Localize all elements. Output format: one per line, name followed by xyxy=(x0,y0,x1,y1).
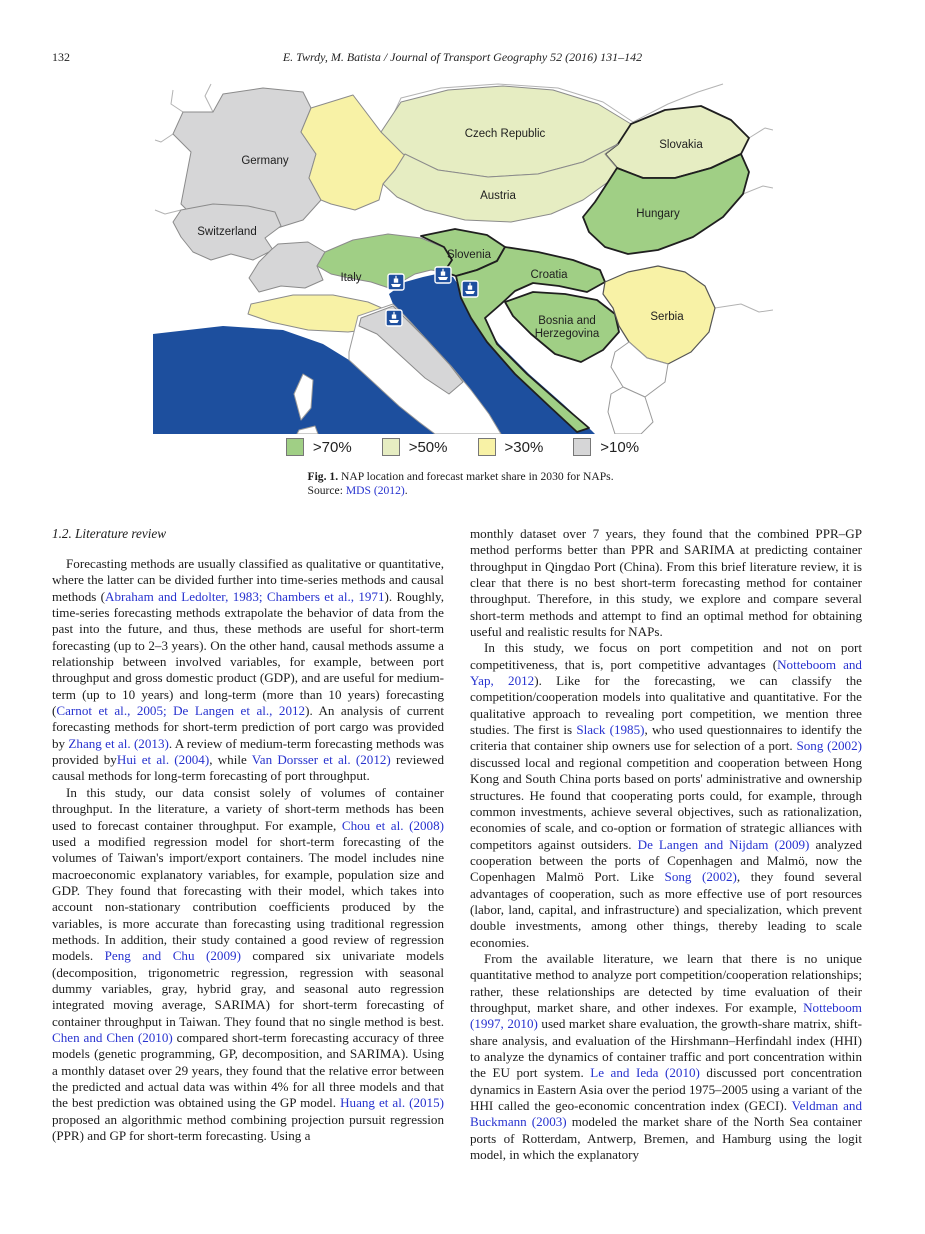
caption-text: NAP location and forecast market share in 2030 for NAPs. xyxy=(338,470,614,483)
citation-link[interactable]: Hui et al. (2004) xyxy=(116,752,210,768)
port-icon-trieste xyxy=(435,267,451,283)
label-bosnia-line1: Bosnia and xyxy=(537,315,596,327)
figure-1 xyxy=(0,82,925,498)
text-run: ). Roughly, time-series forecasting methods extrapolate the behavior of data from the past into the future, and thus, these methods are useful for short-term forecasting (up to 2–3 years). On the other hand, causal methods assume a relationship between involved variables, for example, between port throughput and gross domestic product (GDP), and are useful for medium-term (up to 10 years) and long-term (more than 10 years) forecasting ( xyxy=(52,588,444,719)
caption-source-suffix: . xyxy=(404,484,408,498)
citation-link[interactable]: Veldman and Buckmann (2003) xyxy=(470,1098,862,1130)
citation-link[interactable]: Abraham and Ledolter, 1983; Chambers et al., 1971 xyxy=(105,588,385,604)
legend-swatch-gray xyxy=(573,438,591,456)
text-run: , while xyxy=(209,752,252,768)
text-run: , who used questionnaires to identify the criteria that container ship owners use for selection of a port. xyxy=(470,722,862,754)
label-slovakia: Slovakia xyxy=(658,139,703,151)
citation-link[interactable]: Van Dorsser et al. (2012) xyxy=(251,752,391,768)
text-run: From the available literature, we learn that there is no unique quantitative method to analyze port competition/cooperation relationships; rather, these relationships are detected by time evaluation of their throughput, market share, and other indexes. For example, xyxy=(470,950,862,1015)
text-run: discussed local and regional competition and cooperation between Hong Kong and South China ports based on ports' administrative and ownership structures. He found that cooperating ports could, for example, through common investments, achieve several objectives, such as rationalization, economies of scale, and co-option or formation of strategic alliances with competitors against outsiders. xyxy=(470,754,862,852)
text-run: analyzed cooperation between the ports of Copenhagen and Malmö, now the Copenhagen Malmö Port. Like xyxy=(470,836,862,885)
text-run: monthly dataset over 7 years, they found that the combined PPR–GP method performs better than PPR and SARIMA at predicting container throughput in Qingdao Port (China). From this brief literature review, it is clear that there is no best short-term forecasting method for container throughput. Therefore, in this study, we explore and compare several short-term methods and attempt to find an optimal method for obtaining useful and realistic results for NAPs. xyxy=(470,526,862,640)
legend-label: >30% xyxy=(504,438,544,456)
citation-link[interactable]: Notteboom and Yap, 2012 xyxy=(470,656,862,689)
citation-link[interactable]: Huang et al. (2015) xyxy=(340,1095,444,1111)
citation-link[interactable]: De Langen and Nijdam (2009) xyxy=(637,836,810,852)
citation-link[interactable]: Peng and Chu (2009) xyxy=(104,948,241,964)
text-run: ). Like for the forecasting, we can classify the competition/cooperation models into qualitative and quantitative. For the qualitative approach to revealing port competition, we mention three studies. The first is xyxy=(470,673,862,738)
citation-link[interactable]: Slack (1985) xyxy=(576,722,645,738)
legend-item-50 xyxy=(382,438,448,456)
text-run: . A review of medium-term forecasting methods was provided by xyxy=(52,735,444,768)
left-column-text xyxy=(52,556,444,1144)
text-run: compared short-term forecasting accuracy of three models (genetic programming, GP, decomposition, and SARIMA). Using a monthly dataset over 29 years, they found that the relative error between the predicted and actual data was within 4% for all three models and that the best prediction was obtained using the GP model. xyxy=(52,1029,444,1111)
label-hungary: Hungary xyxy=(635,208,680,220)
map-legend xyxy=(0,438,925,456)
legend-swatch-palegreen xyxy=(382,438,400,456)
label-italy: Italy xyxy=(339,272,362,284)
text-run: , they found several advantages of cooperation, such as more effective use of port resources (labor, land, capital, and infrastructure) and specialization, which prevent double investments, among other things, thereby leading to scale economies. xyxy=(470,869,862,950)
text-run: Forecasting methods are usually classified as qualitative or quantitative, where the latter can be divided further into time-series methods and causal methods ( xyxy=(52,556,444,604)
citation-link[interactable]: Chen and Chen (2010) xyxy=(52,1029,173,1045)
paragraph xyxy=(470,951,862,1163)
label-croatia: Croatia xyxy=(529,269,568,281)
text-run: compared six univariate models (decomposition, trigonometric regression, regression with seasonal dummy variables, gray, hybrid gray, and seasonal auto regression integrated moving average, SARIMA) for short-term forecasting of container throughput in Taiwan. They found that no single method is best. xyxy=(52,948,445,1029)
text-run: In this study, our data consist solely of volumes of container throughput. In the literature, a variety of short-term methods has been used to forecast container throughput. For example, xyxy=(52,784,444,833)
label-czech-republic: Czech Republic xyxy=(464,128,545,140)
legend-label: >70% xyxy=(312,438,352,456)
citation-link[interactable]: Zhang et al. (2013) xyxy=(68,735,169,751)
legend-item-70 xyxy=(286,438,352,456)
running-head xyxy=(0,50,925,66)
port-icon-ravenna xyxy=(386,310,402,326)
citation-link[interactable]: Chou et al. (2008) xyxy=(341,817,444,833)
article-body xyxy=(52,526,862,1163)
map-figure xyxy=(153,82,773,434)
text-run: ). An analysis of current forecasting methods for short-term prediction of port cargo was provided by xyxy=(52,703,444,751)
citation-link[interactable]: Song (2002) xyxy=(664,869,737,885)
paragraph xyxy=(470,640,862,951)
legend-label: >50% xyxy=(408,438,448,456)
paragraph xyxy=(52,556,444,785)
legend-item-30 xyxy=(478,438,544,456)
text-run: used a modified regression model for short-term forecasting of the volumes of Taiwan's import/export containers. The model includes nine macroeconomic explanatory variables, for example, population size and GDP. They found that forecasting with their model, which takes into account non-stationary contribution coefficients produced by the variables, is more accurate than forecasting using traditional regression methods. In addition, their study contained a good review of regression models. xyxy=(52,833,444,964)
text-run: discussed port concentration dynamics in Eastern Asia over the period 1975–2005 using a variant of the HHI called the geo-economic concentration index (GECI). xyxy=(470,1065,862,1114)
label-austria: Austria xyxy=(479,190,516,202)
legend-item-10 xyxy=(573,438,639,456)
citation-link[interactable]: MDS (2012) xyxy=(345,484,405,498)
right-column xyxy=(470,526,862,1163)
legend-label: >10% xyxy=(600,438,640,456)
paragraph xyxy=(470,526,862,640)
paragraph xyxy=(52,785,444,1145)
port-icon-venice xyxy=(388,274,404,290)
citation-link[interactable]: Le and Ieda (2010) xyxy=(590,1065,700,1081)
legend-swatch-yellow xyxy=(478,438,496,456)
caption-source-prefix: Source: xyxy=(307,484,346,498)
text-run: modeled the market share of the North Sea container ports of Rotterdam, Antwerp, Bremen, and Hamburg using the logit model, in which the explanatory xyxy=(470,1114,862,1163)
label-slovenia: Slovenia xyxy=(446,249,491,261)
citation-link[interactable]: Carnot et al., 2005; De Langen et al., 2012 xyxy=(56,703,306,719)
page-number: 132 xyxy=(52,50,70,64)
text-run: reviewed causal methods for long-term forecasting of port throughput. xyxy=(52,752,444,784)
text-run: used market share evaluation, the growth-share matrix, shift-share analysis, and evaluation of the Hirshmann–Herfindahl index (HHI) to analyze the dynamics of container traffic and port concentration within the EU port system. xyxy=(470,1016,862,1081)
text-run: In this study, we focus on port competition and not on port competitiveness, that is, port competitive advantages ( xyxy=(470,640,862,672)
section-heading: 1.2. Literature review xyxy=(52,526,167,541)
label-switzerland: Switzerland xyxy=(196,226,257,238)
figure-caption xyxy=(308,470,618,498)
legend-swatch-green xyxy=(286,438,304,456)
label-bosnia-line2: Herzegovina xyxy=(534,328,599,340)
running-title: E. Twrdy, M. Batista / Journal of Transport Geography 52 (2016) 131–142 xyxy=(282,50,643,64)
port-icon-rijeka xyxy=(462,281,478,297)
citation-link[interactable]: Song (2002) xyxy=(796,738,862,754)
label-serbia: Serbia xyxy=(649,311,684,323)
figure-label: Fig. 1. xyxy=(307,470,339,483)
text-run: proposed an algorithmic method combining projection pursuit regression (PPR) and GP for short-term forecasting. Using a xyxy=(52,1111,444,1144)
left-column xyxy=(52,526,444,1163)
label-germany: Germany xyxy=(240,155,289,167)
citation-link[interactable]: Notteboom (1997, 2010) xyxy=(470,999,862,1032)
right-column-text xyxy=(470,526,862,1163)
